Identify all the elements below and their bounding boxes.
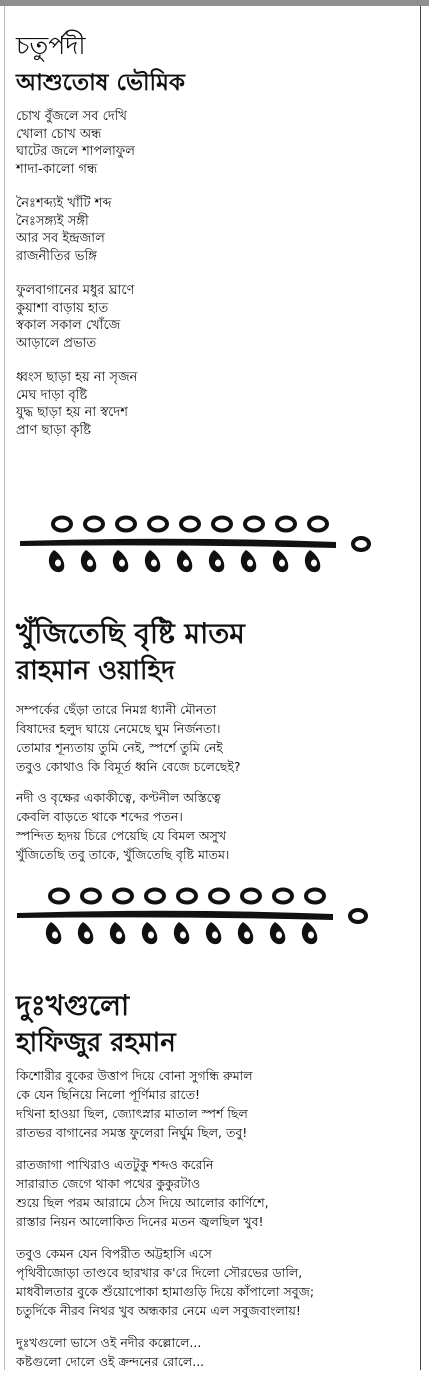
poem-line: খোলা চোখ অন্ধ	[16, 126, 102, 142]
poem-2-author: রাহমান ওয়াহিদ	[16, 656, 175, 686]
poem-1-title: চতুর্পদী	[16, 31, 86, 60]
ornament-leaf-hole	[311, 560, 317, 567]
poem-line: নৈঃশব্দ্যই খাঁটি শব্দ	[16, 196, 112, 211]
poem-line: চতুর্দিকে নীরব নিথর খুব অন্ধকার নেমে এল সবুজবাংলায়!	[16, 1303, 301, 1318]
ornament-leaf-hole	[180, 932, 186, 939]
poem-line: কষ্টগুলো দোলে ওই ক্রন্দনের রোলে...	[16, 1354, 205, 1369]
poem-line: মেঘ দাড়া বৃষ্টি	[16, 387, 88, 403]
poem-2-body	[16, 700, 412, 864]
ornament-loop-top	[213, 518, 231, 531]
ornament-loop-top	[114, 890, 132, 903]
ornament-loop-top	[149, 518, 167, 531]
ornament-leaf-hole	[52, 932, 58, 939]
poem-line: তবুও কোথাও কি বিমূর্ত ধ্বনি বেজে চলেছেই?	[16, 759, 241, 774]
poem-line: তোমার শূন্যতায় তুমি নেই, স্পর্শে তুমি নেই	[16, 740, 223, 755]
ornament-leaf-hole	[116, 932, 122, 939]
ornament-loop-top	[274, 890, 292, 903]
stanza	[16, 1333, 412, 1371]
ornament-leaf-hole	[87, 560, 93, 567]
ornament-loop-top	[50, 890, 68, 903]
poem-3	[16, 987, 412, 1061]
ornament-loop-top	[210, 890, 228, 903]
poem-3-body	[16, 1066, 412, 1371]
poem-line: দখিনা হাওয়া ছিল, জ্যোৎস্নার মাতাল স্পর্শ ছিল	[16, 1106, 248, 1121]
ornament-divider-2	[10, 880, 380, 950]
poem-3-title: দুঃখগুলো	[16, 989, 130, 1022]
ornament-divider-1	[18, 508, 378, 578]
poem-2-title: খুঁজিতেছি বৃষ্টি মাতম	[16, 617, 245, 650]
stanza	[16, 788, 412, 864]
ornament-loop-top	[146, 890, 164, 903]
poem-line: সারারাত জেগে থাকা পথের কুকুরটাও	[16, 1176, 201, 1191]
poem-2	[16, 615, 412, 689]
poem-line: নদী ও বৃক্ষের একাকীত্বে, কণ্টনীল অস্তিত্বে	[16, 790, 221, 805]
ornament-loop-top	[245, 518, 263, 531]
ornament-leaf-hole	[215, 560, 221, 567]
ornament-loop-top	[242, 890, 260, 903]
stanza	[16, 1066, 412, 1142]
ornament-leaf-hole	[148, 932, 154, 939]
ornament-leaf-hole	[55, 560, 61, 567]
poem-line: স্বকাল সকাল খোঁজে	[16, 318, 121, 333]
poem-line: খুঁজিতেছি তবু তাকে, খুঁজিতেছি বৃষ্টি মাতম।	[16, 847, 230, 862]
poem-line: বিষাদের হলুদ ঘায়ে নেমেছে ঘুম নির্জনতা।	[16, 721, 221, 736]
poem-1-author: আশুতোষ ভৌমিক	[16, 70, 185, 96]
ornament-leaf-hole	[151, 560, 157, 567]
ornament-leaf-hole	[247, 560, 253, 567]
ornament-loop-top	[309, 518, 327, 531]
poem-1	[16, 30, 412, 98]
ornament-loop-top	[85, 518, 103, 531]
poem-line: ঘাটের জলে শাপলাফুল	[16, 144, 135, 159]
ornament-loop-top	[306, 890, 324, 903]
ornament-loop-top	[181, 518, 199, 531]
poem-line: স্পন্দিত হৃদয় চিরে পেয়েছি যে বিমল অসুখ	[16, 828, 227, 843]
poem-line: আর সব ইন্দ্রজাল	[16, 231, 105, 246]
stanza	[16, 108, 412, 178]
ornament-loop-top	[53, 518, 71, 531]
ornament-stem	[17, 911, 333, 920]
poem-line: দুঃখগুলো ভাসে ওই নদীর কল্লোলে...	[16, 1335, 202, 1350]
ornament-leaf-hole	[119, 560, 125, 567]
ornament-tip	[350, 910, 366, 922]
stanza	[16, 369, 412, 439]
poem-line: যুদ্ধ ছাড়া হয় না স্বদেশ	[16, 405, 128, 420]
poem-line: সম্পর্কের ছেঁড়া তারে নিমগ্ন ধ্যানী মৌনতা	[16, 702, 217, 717]
ornament-leaf-hole	[276, 932, 282, 939]
poem-line: প্রাণ ছাড়া কৃষ্টি	[16, 422, 91, 438]
poem-line: ধ্বংস ছাড়া হয় না সৃজন	[16, 370, 138, 385]
poem-line: কেবলি বাড়তে থাকে শব্দের পতন।	[16, 809, 183, 824]
poem-line: চোখ বুঁজলে সব দেখি	[16, 109, 127, 124]
poem-line: তবুও কেমন যেন বিপরীত অট্টহাসি এসে	[16, 1246, 212, 1261]
poem-line: কুয়াশা বাড়ায় হাত	[16, 300, 109, 316]
poem-line: ফুলবাগানের মধুর ঘ্রাণে	[16, 283, 135, 298]
ornament-loop-top	[82, 890, 100, 903]
poem-line: রাতভর বাগানের সমস্ত ফুলেরা নির্ঘুম ছিল, তবু!	[16, 1125, 248, 1140]
stanza	[16, 1155, 412, 1231]
ornament-leaf-hole	[308, 932, 314, 939]
ornament-leaf-hole	[212, 932, 218, 939]
poem-line: রাতজাগা পাখিরাও এতটুকু শব্দও করেনি	[16, 1157, 214, 1172]
poem-line: রাস্তার নিয়ন আলোকিত দিনের মতন জ্বলছিল খুব!	[16, 1214, 264, 1229]
ornament-loop-top	[178, 890, 196, 903]
poem-line: শুয়ে ছিল পরম আরামে ঠেস দিয়ে আলোর কার্ণিশে,	[16, 1195, 269, 1210]
ornament-stem	[20, 539, 336, 548]
poem-line: কিশোরীর বুকের উত্তাপ দিয়ে বোনা সুগন্ধি রুমাল	[16, 1068, 253, 1083]
poem-line: রাজনীতির ভঙ্গি	[16, 248, 97, 264]
poem-line: পৃথিবীজোড়া তাণ্ডবে ছারখার ক'রে দিলো সৌরভের ডালি,	[16, 1265, 303, 1280]
poem-line: নৈঃসঙ্গ্যই সঙ্গী	[16, 213, 89, 229]
ornament-tip	[353, 538, 369, 550]
poem-line: কে যেন ছিনিয়ে নিলো পূর্ণিমার রাতে!	[16, 1087, 200, 1102]
poem-line: মাধবীলতার বুকে শুঁয়োপোকা হামাগুড়ি দিয়ে কাঁপালো সবুজ;	[16, 1284, 315, 1299]
poem-line: আড়ালে প্রভাত	[16, 335, 97, 351]
poem-3-author: হাফিজুর রহমান	[16, 1028, 176, 1058]
ornament-leaf-hole	[183, 560, 189, 567]
ornament-leaf-hole	[244, 932, 250, 939]
ornament-leaf-hole	[279, 560, 285, 567]
ornament-loop-top	[277, 518, 295, 531]
poem-line: শাদা-কালো গন্ধ	[16, 161, 98, 177]
stanza	[16, 700, 412, 776]
stanza	[16, 282, 412, 352]
stanza	[16, 1244, 412, 1320]
ornament-loop-top	[117, 518, 135, 531]
poem-1-body	[16, 108, 412, 439]
stanza	[16, 195, 412, 265]
ornament-leaf-hole	[84, 932, 90, 939]
